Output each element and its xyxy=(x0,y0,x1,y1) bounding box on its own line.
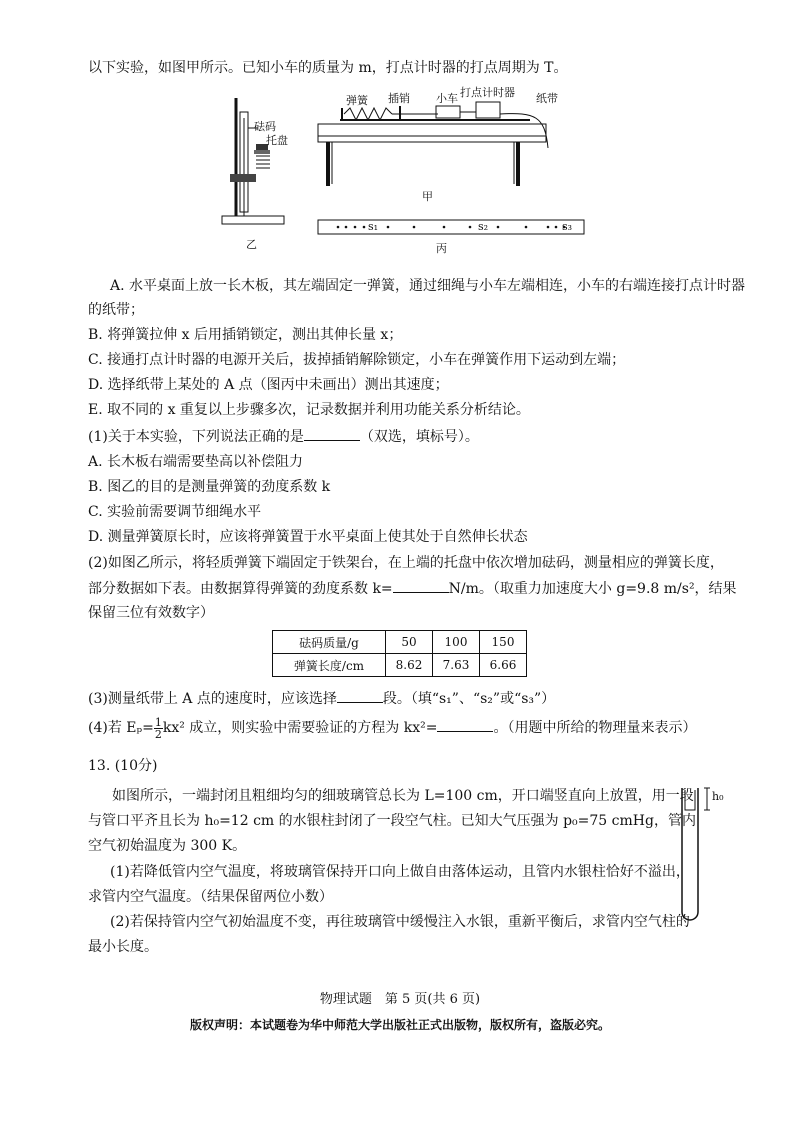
p13-line-3: 空气初始温度为 300 K。 xyxy=(88,838,247,854)
table-row xyxy=(273,654,527,677)
fraction-half xyxy=(154,717,163,740)
answer-blank-q4[interactable] xyxy=(437,717,493,732)
q4-line xyxy=(88,716,696,740)
label-pin: 插销 xyxy=(388,92,410,105)
fraction-denominator: 2 xyxy=(154,727,162,741)
step-e: E. 取不同的 x 重复以上步骤多次，记录数据并利用功能关系分析结论。 xyxy=(88,402,530,418)
label-jia: 甲 xyxy=(422,190,433,203)
label-weights: 砝码 xyxy=(254,120,276,133)
table-cell: 50 xyxy=(386,631,433,654)
copyright-notice: 版权声明：本试题卷为华中师范大学出版社正式出版物，版权所有，盗版必究。 xyxy=(189,1018,610,1032)
label-s3: s₃ xyxy=(562,220,573,233)
table-cell: 150 xyxy=(480,631,527,654)
q3-line xyxy=(88,688,555,709)
step-b: B. 将弹簧拉伸 x 后用插销锁定，测出其伸长量 x； xyxy=(88,327,403,343)
q3-text-b: 段。（填“s₁”、“s₂”或“s₃”） xyxy=(382,691,556,707)
p13-q2-line-2: 最小长度。 xyxy=(88,939,158,955)
table-cell: 100 xyxy=(433,631,480,654)
q3-text-a: (3)测量纸带上 A 点的速度时，应该选择 xyxy=(88,691,337,707)
intro-line: 以下实验，如图甲所示。已知小车的质量为 m，打点计时器的打点周期为 T。 xyxy=(88,60,568,76)
label-timer: 打点计时器 xyxy=(460,86,515,99)
step-a-1: A. 水平桌面上放一长木板，其左端固定一弹簧，通过细绳与小车左端相连，小车的右端连接打点计时器 xyxy=(110,278,746,294)
table-cell: 8.62 xyxy=(386,654,433,677)
label-car: 小车 xyxy=(436,92,458,105)
p13-line-2: 与管口平齐且长为 h₀=12 cm 的水银柱封闭了一段空气柱。已知大气压强为 p₀=75 cmHg，管内 xyxy=(88,813,696,829)
answer-blank-q1[interactable] xyxy=(304,426,360,441)
label-s1: s₁ xyxy=(368,220,379,233)
label-spring: 弹簧 xyxy=(346,94,368,107)
table-row xyxy=(273,631,527,654)
label-bing: 丙 xyxy=(436,242,447,255)
q4-text-b: kx² 成立，则实验中需要验证的方程为 kx²= xyxy=(162,720,438,736)
q1-option-c: C. 实验前需要调节细绳水平 xyxy=(88,504,262,520)
problem-13-heading: 13. (10分) xyxy=(88,758,158,774)
q2-line-2b: N/m。（取重力加速度大小 g=9.8 m/s²，结果 xyxy=(448,581,737,597)
apparatus-diagram xyxy=(200,88,600,268)
table-cell: 砝码质量/g xyxy=(273,631,386,654)
q4-text-a: (4)若 Eₚ= xyxy=(88,720,154,736)
label-h0: h₀ xyxy=(712,790,724,803)
p13-line-1: 如图所示，一端封闭且粗细均匀的细玻璃管总长为 L=100 cm，开口端竖直向上放置，用一段 xyxy=(112,788,694,804)
glass-tube-diagram xyxy=(676,780,736,930)
step-c: C. 接通打点计时器的电源开关后，拔掉插销解除锁定，小车在弹簧作用下运动到左端； xyxy=(88,352,626,368)
p13-q1-line-2: 求管内空气温度。（结果保留两位小数） xyxy=(88,889,333,905)
q2-line-1: (2)如图乙所示，将轻质弹簧下端固定于铁架台，在上端的托盘中依次增加砝码，测量相应的弹簧长度， xyxy=(88,555,724,571)
p13-q1-line-1: (1)若降低管内空气温度，将玻璃管保持开口向上做自由落体运动，且管内水银柱恰好不溢出， xyxy=(110,864,690,880)
q2-line-3: 保留三位有效数字） xyxy=(88,605,214,621)
experiment-figure xyxy=(200,88,600,268)
page-footer: 物理试题 第 5 页(共 6 页) xyxy=(319,992,481,1007)
data-table xyxy=(272,630,527,677)
q2-line-2a: 部分数据如下表。由数据算得弹簧的劲度系数 k= xyxy=(88,581,393,597)
glass-tube-figure xyxy=(676,780,736,930)
p13-q2-line-1: (2)若保持管内空气初始温度不变，再往玻璃管中缓慢注入水银，重新平衡后，求管内空气柱的 xyxy=(110,914,690,930)
answer-blank-q2[interactable] xyxy=(393,578,449,593)
q1-option-d: D. 测量弹簧原长时，应该将弹簧置于水平桌面上使其处于自然伸长状态 xyxy=(88,529,528,545)
label-yi: 乙 xyxy=(246,238,257,251)
label-tray: 托盘 xyxy=(266,134,288,147)
step-a-2: 的纸带； xyxy=(88,302,144,318)
q2-line-2 xyxy=(88,578,737,599)
q1-stem xyxy=(88,426,479,447)
table-cell: 弹簧长度/cm xyxy=(273,654,386,677)
table-cell: 7.63 xyxy=(433,654,480,677)
step-d: D. 选择纸带上某处的 A 点（图丙中未画出）测出其速度； xyxy=(88,377,449,393)
q1-option-a: A. 长木板右端需要垫高以补偿阻力 xyxy=(88,454,304,470)
label-tape: 纸带 xyxy=(536,92,558,105)
fraction-numerator: 1 xyxy=(154,715,162,729)
answer-blank-q3[interactable] xyxy=(337,688,383,703)
table-cell: 6.66 xyxy=(480,654,527,677)
label-s2: s₂ xyxy=(478,220,489,233)
q1-stem-hint: （双选，填标号）。 xyxy=(359,429,479,445)
q4-text-c: 。（用题中所给的物理量来表示） xyxy=(493,720,697,736)
q1-stem-text: (1)关于本实验，下列说法正确的是 xyxy=(88,429,304,445)
q1-option-b: B. 图乙的目的是测量弹簧的劲度系数 k xyxy=(88,479,331,495)
